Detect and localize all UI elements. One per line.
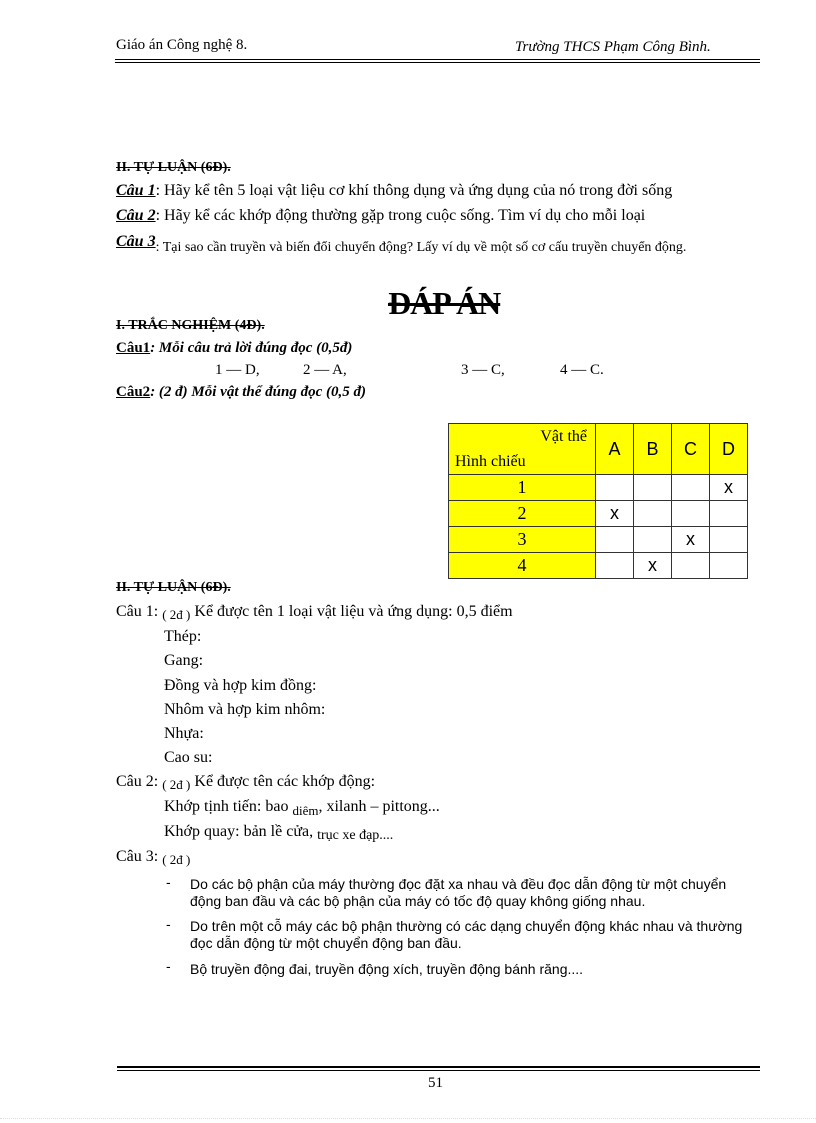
header-projection: Hình chiếu	[455, 453, 526, 470]
answer-prefix: Câu 1:	[116, 603, 163, 620]
bullet-line: Do trên một cỗ máy các bộ phận thường có các dạng chuyển động khác nhau và thường	[190, 918, 743, 934]
answer-text: : (2 đ) Mỗi vật thể đúng đọc (0,5 đ)	[150, 384, 367, 400]
question-2	[116, 207, 645, 225]
section-heading: II. TỰ LUẬN (6Đ).	[116, 580, 231, 595]
question-text: : Hãy kể các khớp động thường gặp trong cuộc sống. Tìm ví dụ cho mỗi loại	[155, 207, 646, 224]
table-row	[449, 553, 748, 579]
column-header: C	[672, 424, 710, 475]
header-right: Trường THCS Phạm Công Bình.	[515, 39, 711, 55]
list-item: Nhôm và hợp kim nhôm:	[164, 701, 326, 718]
answer-choice: 2 — A,	[303, 362, 347, 378]
list-item	[164, 798, 440, 816]
list-item: Thép:	[164, 628, 202, 645]
answer-c2	[116, 384, 366, 401]
list-item	[164, 823, 393, 841]
table-cell: x	[634, 553, 672, 579]
bullet-line: Do các bộ phận của máy thường đọc đặt xa nhau và đều đọc dẫn động từ một chuyển	[190, 876, 727, 892]
header-rule	[115, 59, 760, 60]
bullet-line: đọc dẫn động từ một chuyển động ban đầu.	[190, 935, 462, 951]
answer-text: Kể được tên 1 loại vật liệu và ứng dụng: 0,5 điểm	[190, 603, 513, 620]
answer-prefix: Câu 2:	[116, 773, 163, 790]
question-text: : Tại sao cần truyền và biến đổi chuyển động? Lấy ví dụ về một số cơ cấu truyền chuyển động.	[155, 240, 687, 255]
table-cell	[710, 501, 748, 527]
question-label: Câu 3	[116, 233, 156, 250]
table-row	[449, 501, 748, 527]
bullet-line: động ban đầu và các bộ phận của máy có tốc độ quay không giống nhau.	[190, 893, 646, 909]
column-header: A	[596, 424, 634, 475]
row-label: 2	[449, 501, 596, 527]
table-cell: x	[596, 501, 634, 527]
list-item: Nhựa:	[164, 725, 204, 742]
column-header: B	[634, 424, 672, 475]
answer-a1	[116, 603, 513, 621]
footer-rule-thin	[117, 1070, 760, 1071]
list-item-text: Khớp tịnh tiến: bao	[164, 798, 293, 815]
answer-a2	[116, 773, 375, 791]
answer-a3	[116, 848, 190, 866]
list-item-text: , xilanh – pittong...	[318, 798, 440, 815]
section-heading: I. TRẮC NGHIỆM (4Đ).	[116, 318, 265, 333]
table-cell	[596, 527, 634, 553]
list-item-text: trục xe đạp....	[317, 828, 394, 843]
points: ( 2đ )	[162, 852, 191, 867]
bullet-marker: -	[166, 916, 171, 932]
answer-text: : Mỗi câu trả lời đúng đọc (0,5đ)	[150, 340, 353, 356]
header-left: Giáo án Công nghệ 8.	[116, 37, 248, 53]
answer-choice: 4 — C.	[560, 362, 604, 378]
answer-title: ĐÁP ÁN	[388, 285, 501, 321]
table-cell	[634, 475, 672, 501]
bullet-line: Bộ truyền động đai, truyền động xích, truyền động bánh răng....	[190, 961, 584, 977]
column-header: D	[710, 424, 748, 475]
bullet-marker: -	[166, 958, 171, 974]
question-label: Câu 1	[116, 182, 156, 199]
bullet-marker: -	[166, 874, 171, 890]
footer-rule	[117, 1066, 760, 1068]
header-object: Vật thể	[540, 428, 587, 445]
table-cell	[596, 475, 634, 501]
question-3	[116, 233, 687, 255]
answer-text: Kể được tên các khớp động:	[190, 773, 376, 790]
list-item: Cao su:	[164, 749, 213, 766]
list-item: Gang:	[164, 652, 204, 669]
answer-label: Câu2	[116, 384, 151, 400]
table-cell	[634, 501, 672, 527]
points: ( 2đ )	[162, 777, 191, 792]
section-heading: II. TỰ LUẬN (6Đ).	[116, 160, 231, 175]
question-label: Câu 2	[116, 207, 156, 224]
table-cell: x	[672, 527, 710, 553]
table-cell: x	[710, 475, 748, 501]
table-cell	[672, 501, 710, 527]
header-rule-thin	[115, 62, 760, 63]
page-edge	[0, 1118, 816, 1119]
answer-label: Câu1	[116, 340, 151, 356]
answer-choice: 1 — D,	[215, 362, 260, 378]
answer-choice: 3 — C,	[461, 362, 505, 378]
page-number: 51	[428, 1075, 443, 1091]
table-cell	[672, 553, 710, 579]
list-item-text: Khớp quay: bản lề cửa,	[164, 823, 318, 840]
table-cell	[672, 475, 710, 501]
row-label: 4	[449, 553, 596, 579]
answer-prefix: Câu 3:	[116, 848, 163, 865]
row-label: 3	[449, 527, 596, 553]
table-cell	[710, 527, 748, 553]
table-row	[449, 475, 748, 501]
answer-c1	[116, 340, 352, 357]
table-cell	[634, 527, 672, 553]
table-corner-header	[449, 424, 596, 475]
list-item-text: diêm	[292, 803, 319, 818]
row-label: 1	[449, 475, 596, 501]
table-row	[449, 527, 748, 553]
list-item: Đồng và hợp kim đồng:	[164, 677, 317, 694]
question-text: : Hãy kể tên 5 loại vật liệu cơ khí thông dụng và ứng dụng của nó trong đời sống	[155, 182, 673, 199]
table-cell	[710, 553, 748, 579]
projection-table	[448, 423, 748, 579]
question-1	[116, 182, 672, 200]
table-cell	[596, 553, 634, 579]
points: ( 2đ )	[162, 607, 191, 622]
